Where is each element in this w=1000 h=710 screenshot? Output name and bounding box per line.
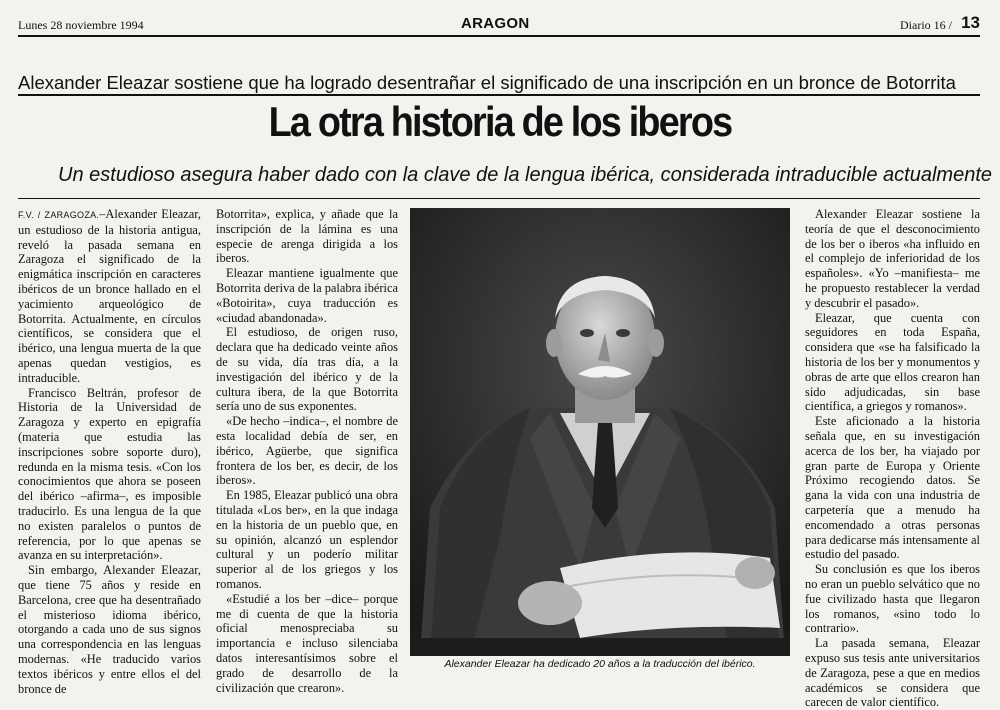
kicker: Alexander Eleazar sostiene que ha logrado desentrañar el significado de una inscripción en un bronce de Botorrita [18,72,956,93]
paragraph: En 1985, Eleazar publicó una obra titulada «Los ber», en la que indaga en la historia de un pueblo que, en su opinión, alcanzó un esplendor cultural y un poderío militar superior al de los griegos y los romanos. [216,488,398,591]
kicker-rule [18,94,980,96]
paragraph: Eleazar mantiene igualmente que Botorrita deriva de la palabra ibérica «Botoirita», cuya traducción es «ciudad abandonada». [216,266,398,325]
subhead-rule [18,198,980,199]
paragraph: Francisco Beltrán, profesor de Historia de la Universidad de Zaragoza y experto en epigrafía (materia que estudia las inscripciones sobre soporte duro), redunda en la misma tesis. «Con los conocimientos que ahora se poseen del ibérico –afirma–, es imposible traducirlo. Es una lengua de la que no existen paralelos o puntos de referencia, por lo que apenas se avanza en su interpretación». [18,385,201,563]
masthead-rule [18,35,980,37]
paragraph: Este aficionado a la historia señala que, en su investigación acerca de los ber, ha viajado por gran parte de Europa y Oriente Próximo recogiendo datos. Se gana la vida con una industria de carpetería que a menudo ha encomendado a otras personas para dedicarse más intensamente al estudio del pasado. [805,414,980,562]
paragraph: Botorrita», explica, y añade que la inscripción de la lámina es una especie de arenga dirigida a los iberos. [216,207,398,266]
paragraph [18,207,201,386]
section-name: ARAGON [461,15,530,32]
page-number: 13 [961,13,980,32]
column-2 [216,207,398,695]
paragraph: Alexander Eleazar sostiene la teoría de que el desconocimiento de los ber o iberos «ha influido en el complejo de inferioridad de los españoles». «Yo –manifiesta– me he propuesto restablecer la verdad y descubrir el pasado». [805,207,980,310]
paragraph: «Estudié a los ber –dice– porque me di cuenta de que la historia oficial menospreciaba su importancia e incluso silenciaba datos interesantísimos sobre el grado de desarrollo de la civilización que crearon». [216,591,398,695]
paragraph: Su conclusión es que los iberos no eran un pueblo selvático que no fue civilizado hasta que llegaron los romanos, «sino todo lo contrario». [805,562,980,636]
paragraph: «De hecho –indica–, el nombre de esta localidad debía de ser, en ibérico, Agüerbe, que significa frontera de los ber, es decir, de los iberos». [216,414,398,488]
photo-caption: Alexander Eleazar ha dedicado 20 años a la traducción del ibérico. [444,658,756,670]
paragraph: Sin embargo, Alexander Eleazar, que tiene 75 años y reside en Barcelona, cree que ha desentrañado el misterioso idioma ibérico, otorgando a cada uno de sus signos una correspondencia en las lenguas modernas. «He traducido varios textos ibéricos y entre ellos el del bronce de [18,563,201,696]
subheadline: Un estudioso asegura haber dado con la clave de la lengua ibérica, considerada intraducible actualmente [58,164,992,186]
portrait-photo [410,208,790,656]
byline: F.V. / ZARAGOZA. [18,210,100,220]
column-4 [805,207,980,710]
paragraph: El estudioso, de origen ruso, declara que ha dedicado veinte años de su vida, día tras día, a la investigación del ibérico y de la cultura ibera, de la que Botorrita sería uno de sus exponentes. [216,325,398,414]
paragraph-text: –Alexander Eleazar, un estudioso de la historia antigua, reveló la pasada semana en Zaragoza el significado de la enigmática inscripción en caracteres ibéricos de un bronce hallado en el yacimiento arqueológico de Botorrita. Actualmente, en círculos científicos, se considera que el ibérico, una lengua muerta de la que apenas quedan vestigios, es intraducible. [18,207,201,385]
column-1 [18,207,201,696]
masthead [18,14,980,36]
paragraph: Eleazar, que cuenta con seguidores en toda España, considera que «se ha falsificado la historia de los ber y monumentos y obras de arte que ellos crearon han sido adjudicadas, sin base científica, a griegos y romanos». [805,310,980,414]
headline: La otra historia de los iberos [268,98,732,145]
paragraph: La pasada semana, Eleazar expuso sus tesis ante universitarios de Zaragoza, pese a que en medios académicos se considera que carecen de valor científico. [805,636,980,710]
portrait-image [410,208,790,656]
newspaper-name: Diario 16 / [900,18,952,32]
issue-date: Lunes 28 noviembre 1994 [18,18,144,32]
